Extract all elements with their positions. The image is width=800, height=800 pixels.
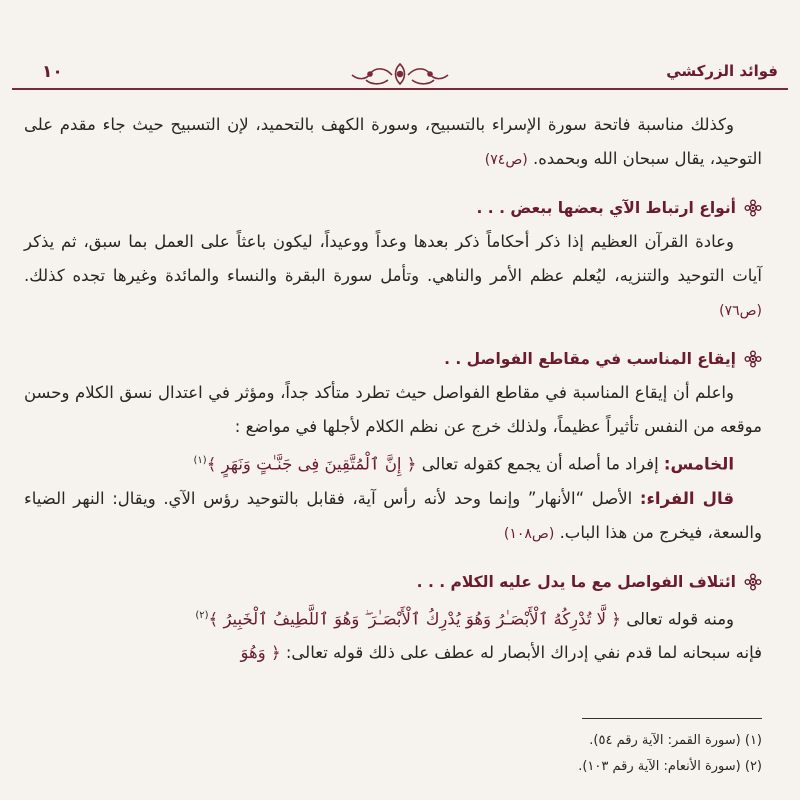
page-reference: (ص١٠٨) [503,525,555,542]
quran-verse: ﴿ وَهُوَ [240,643,281,662]
ornament-icon [340,60,460,90]
paragraph-text: فإنه سبحانه لما قدم نفي إدراك الأبصار له عطف على ذلك قوله تعالى: [285,643,762,662]
footnote: (٢) (سورة الأنعام: الآية رقم ١٠٣). [578,759,762,774]
section-heading [24,346,762,372]
paragraph-text: وكذلك مناسبة فاتحة سورة الإسراء بالتسبيح، وسورة الكهف بالتحميد، لإن التسبيح حيث جاء مقدم على التوحيد، يقال سبحان الله وبحمده. [24,115,762,168]
footnote-marker: (٢) [195,609,209,621]
page-number: ١٠ [42,62,63,82]
page-content [24,108,762,670]
paragraph [24,444,762,482]
section-heading [24,569,762,595]
page-header [0,0,800,92]
flower-bullet-icon [744,350,762,368]
header-divider [12,88,788,90]
footnote-divider [582,718,762,719]
section-heading-text: أنواع ارتباط الآي بعضها ببعض . . . [476,199,736,217]
footnotes [40,728,762,780]
footnote-marker: (١) [193,455,207,466]
paragraph-text: الأصل “الأنهار” وإنما وحد لأنه رأس آية، فقابل بالتوحيد رؤس الآي. ويقال: النهر الضياء والسعة، فيخرج من هذا الباب. [24,488,762,542]
section-heading-text: ائتلاف الفواصل مع ما يدل عليه الكلام . . . [416,572,736,591]
paragraph-text: وعادة القرآن العظيم إذا ذكر أحكاماً ذكر بعدها وعداً ووعيداً، ليكون باعثاً على العمل بما سبق، ثم يذكر آيات التوحيد والتنزيه، ليُعلم عظم الأمر والناهي. وتأمل سورة البقرة والنساء والمائدة وغيرها تجده كذلك. [24,232,762,285]
section-heading-text: إيقاع المناسب في مقاطع الفواصل . . [444,350,736,368]
paragraph [24,636,762,670]
quran-verse: ﴿ إِنَّ ٱلْمُتَّقِينَ فِى جَنَّـٰتٍ وَنَهَرٍ ﴾ [206,454,417,474]
paragraph-text: واعلم أن إيقاع المناسبة في مقاطع الفواصل حيث تطرد متأكد جداً، ومؤثر في اعتدال نسق الكلام وحسن موقعه من النفس تأثيراً عظيماً، ولذلك خرج عن نظم الكلام لأجلها في مواضع : [24,383,762,436]
paragraph-label: الخامس: [663,454,734,474]
paragraph-label: قال الفراء: [639,488,735,508]
paragraph-text: ومنه قوله تعالى [626,609,734,628]
paragraph [24,108,762,177]
flower-bullet-icon [744,573,762,591]
paragraph [24,225,762,328]
book-title: فوائد الزركشي [666,62,778,80]
footnote: (١) (سورة القمر: الآية رقم ٥٤). [589,733,762,748]
page-reference: (ص٧٦) [719,303,762,319]
paragraph [24,376,762,444]
paragraph [24,599,762,637]
paragraph-text: إفراد ما أصله أن يجمع كقوله تعالى [421,454,659,474]
flower-bullet-icon [744,199,762,217]
section-heading [24,195,762,221]
page-reference: (ص٧٤) [484,152,528,168]
paragraph [24,482,762,551]
quran-verse: ﴿ لَّا تُدْرِكُهُ ٱلْأَبْصَـٰرُ وَهُوَ يُدْرِكُ ٱلْأَبْصَـٰرَ ۖ وَهُوَ ٱللَّطِيفُ ٱلْخَبِيرُ ﴾ [208,609,621,628]
